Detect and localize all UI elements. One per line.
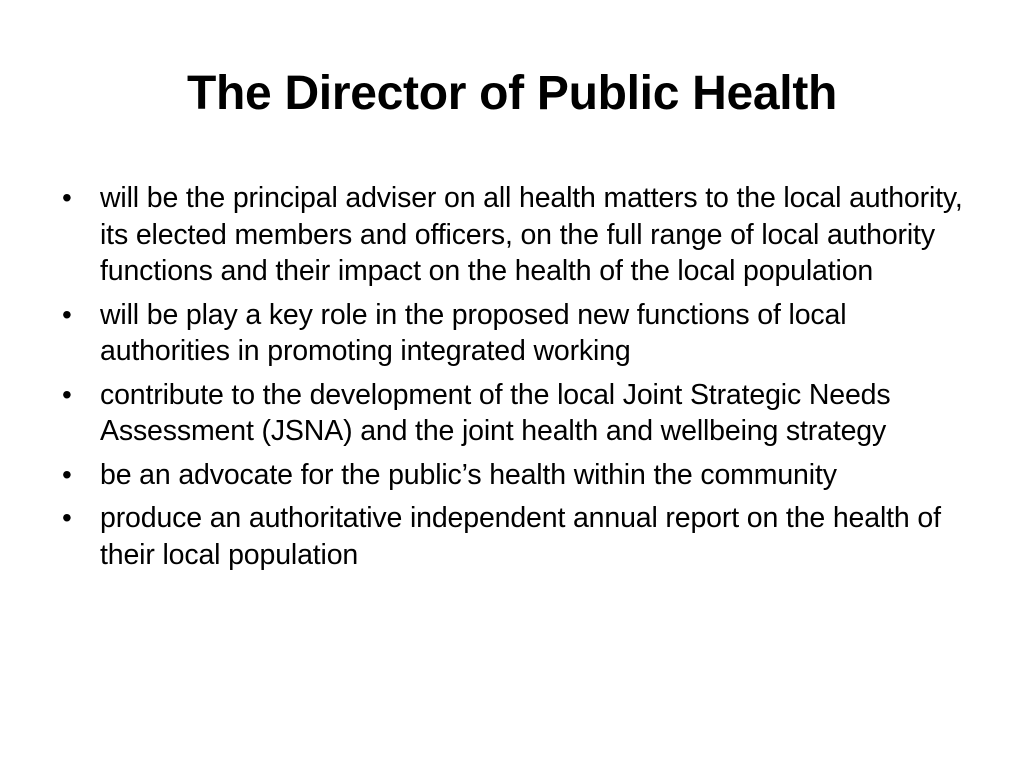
- bullet-text: will be play a key role in the proposed new functions of local authorities in promoting integrated working: [100, 298, 847, 367]
- bullet-text: produce an authoritative independent annual report on the health of their local population: [100, 502, 941, 571]
- bullet-item-annual-report: [60, 500, 970, 573]
- bullet-icon: •: [62, 378, 72, 410]
- bullet-text: contribute to the development of the local Joint Strategic Needs Assessment (JSNA) and the joint health and wellbeing strategy: [100, 378, 891, 447]
- bullet-icon: •: [62, 502, 72, 533]
- bullet-item-principal-adviser: [60, 180, 970, 290]
- bullet-list: [60, 180, 970, 580]
- bullet-icon: •: [62, 458, 72, 490]
- bullet-text: will be the principal adviser on all health matters to the local authority, its elected members and officers, on the full range of local authority functions and their impact on the health of the local population: [100, 182, 963, 287]
- bullet-item-advocate: [60, 457, 970, 494]
- bullet-item-jsna: [60, 377, 970, 450]
- bullet-icon: •: [62, 182, 72, 213]
- bullet-text: be an advocate for the public’s health within the community: [100, 458, 837, 491]
- bullet-icon: •: [62, 298, 72, 330]
- slide-title: The Director of Public Health: [186, 67, 838, 120]
- bullet-item-key-role: [60, 297, 970, 370]
